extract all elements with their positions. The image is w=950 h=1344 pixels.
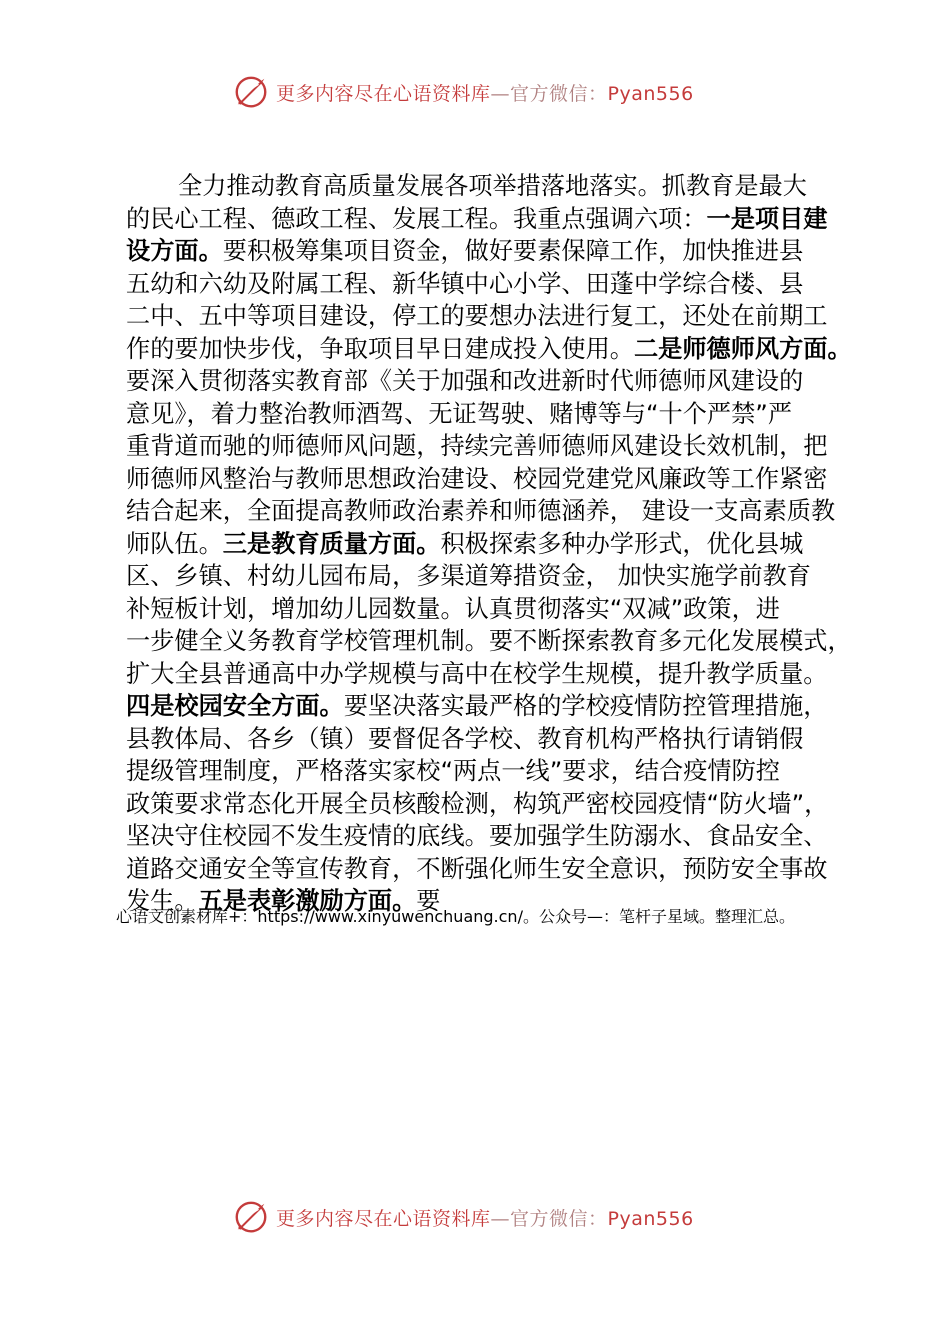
text-run: 政策要求常态化开展全员核酸检测，构筑严密校园疫情“防火墙”， [126, 789, 829, 818]
text-run: 的民心工程、德政工程、发展工程。我重点强调六项： [126, 204, 707, 233]
paragraph-line [126, 528, 856, 561]
paragraph-line [126, 203, 856, 236]
text-run: 师德师风整治与教师思想政治建设、校园党建党风廉政等工作紧密 [126, 464, 828, 493]
heading-run: 一是项目建 [706, 204, 828, 233]
pen-quill-logo-icon [232, 1198, 270, 1236]
paragraph-line [126, 755, 856, 788]
source-footnote: 心语文创素材库+：https://www.xinyuwenchuang.cn/。公众号—：笔杆子星域。整理汇总。 [116, 907, 795, 926]
watermark-wechat-id: Pyan556 [607, 82, 694, 105]
text-run: 发生。 [126, 887, 199, 915]
text-run: 意见》，着力整治教师酒驾、无证驾驶、赌博等与“十个严禁”严 [126, 399, 793, 428]
paragraph-line [126, 268, 856, 301]
text-run: 五幼和六幼及附属工程、新华镇中心小学、田蓬中学综合楼、县 [126, 269, 804, 298]
document-body [126, 170, 856, 918]
watermark-text [276, 79, 694, 106]
paragraph-line [126, 235, 856, 268]
paragraph-line [126, 560, 856, 593]
paragraph-line [126, 430, 856, 463]
paragraph-line [126, 463, 856, 496]
text-run: 区、乡镇、村幼儿园布局，多渠道筹措资金， 加快实施学前教育 [126, 562, 811, 590]
watermark-text [276, 1204, 694, 1231]
paragraph-line [126, 333, 856, 366]
watermark-separator: —官方微信： [490, 1207, 608, 1230]
text-run: 积极探索多种办学形式，优化县城 [440, 529, 804, 558]
paragraph-line [126, 495, 856, 528]
paragraph-line [126, 300, 856, 333]
paragraph-line [126, 593, 856, 626]
paragraph-line [126, 658, 856, 691]
paragraph-line [126, 690, 856, 723]
pen-quill-logo-icon [232, 73, 270, 111]
text-run: 一步健全义务教育学校管理机制。要不断探索教育多元化发展模式， [126, 627, 852, 655]
text-run: 重背道而驰的师德师风问题，持续完善师德师风建设长效机制，把 [126, 432, 828, 460]
text-run: 坚决守住校园不发生疫情的底线。要加强学生防溺水、食品安全、 [126, 822, 828, 850]
text-run: 师队伍。 [126, 529, 223, 558]
text-run: 要积极筹集项目资金，做好要素保障工作，加快推进县 [222, 237, 804, 265]
footer-watermark [232, 1197, 732, 1237]
watermark-title: 更多内容尽在心语资料库 [276, 1207, 491, 1230]
text-run: 二中、五中等项目建设，停工的要想办法进行复工，还处在前期工 [126, 302, 828, 330]
heading-run: 设方面。 [126, 237, 223, 265]
text-run: 道路交通安全等宣传教育，不断强化师生安全意识，预防安全事故 [126, 854, 828, 883]
paragraph-line [126, 723, 856, 756]
paragraph-line [126, 398, 856, 431]
watermark-separator: —官方微信： [490, 82, 608, 105]
paragraph-line [126, 365, 856, 398]
text-run: 提级管理制度，严格落实家校“两点一线”要求，结合疫情防控 [126, 757, 780, 785]
text-run: 要坚决落实最严格的学校疫情防控管理措施， [343, 692, 828, 720]
text-run: 全力推动教育高质量发展各项举措落地落实。抓教育是最大 [178, 172, 807, 200]
paragraph-line [126, 170, 856, 203]
paragraph-line [126, 820, 856, 853]
text-run: 扩大全县普通高中办学规模与高中在校学生规模，提升教学质量。 [126, 659, 828, 688]
text-run: 县教体局、各乡（镇）要督促各学校、教育机构严格执行请销假 [126, 724, 804, 753]
text-run: 结合起来，全面提高教师政治素养和师德涵养， 建设一支高素质教 [126, 497, 836, 525]
heading-run: 三是教育质量方面。 [222, 529, 441, 558]
paragraph-line [126, 625, 856, 658]
paragraph-line [126, 853, 856, 886]
text-run: 要深入贯彻落实教育部《关于加强和改进新时代师德师风建设的 [126, 367, 804, 395]
header-watermark [232, 72, 732, 112]
heading-run: 五是表彰激励方面。 [198, 887, 417, 915]
watermark-title: 更多内容尽在心语资料库 [276, 82, 491, 105]
text-run: 要 [416, 887, 441, 915]
paragraph-line [126, 788, 856, 821]
text-run: 作的要加快步伐，争取项目早日建成投入使用。 [126, 334, 634, 363]
watermark-wechat-id: Pyan556 [607, 1207, 694, 1230]
text-run: 补短板计划，增加幼儿园数量。认真贯彻落实“双减”政策，进 [126, 594, 780, 623]
heading-run: 二是师德师风方面。 [633, 334, 852, 363]
heading-run: 四是校园安全方面。 [126, 692, 344, 720]
